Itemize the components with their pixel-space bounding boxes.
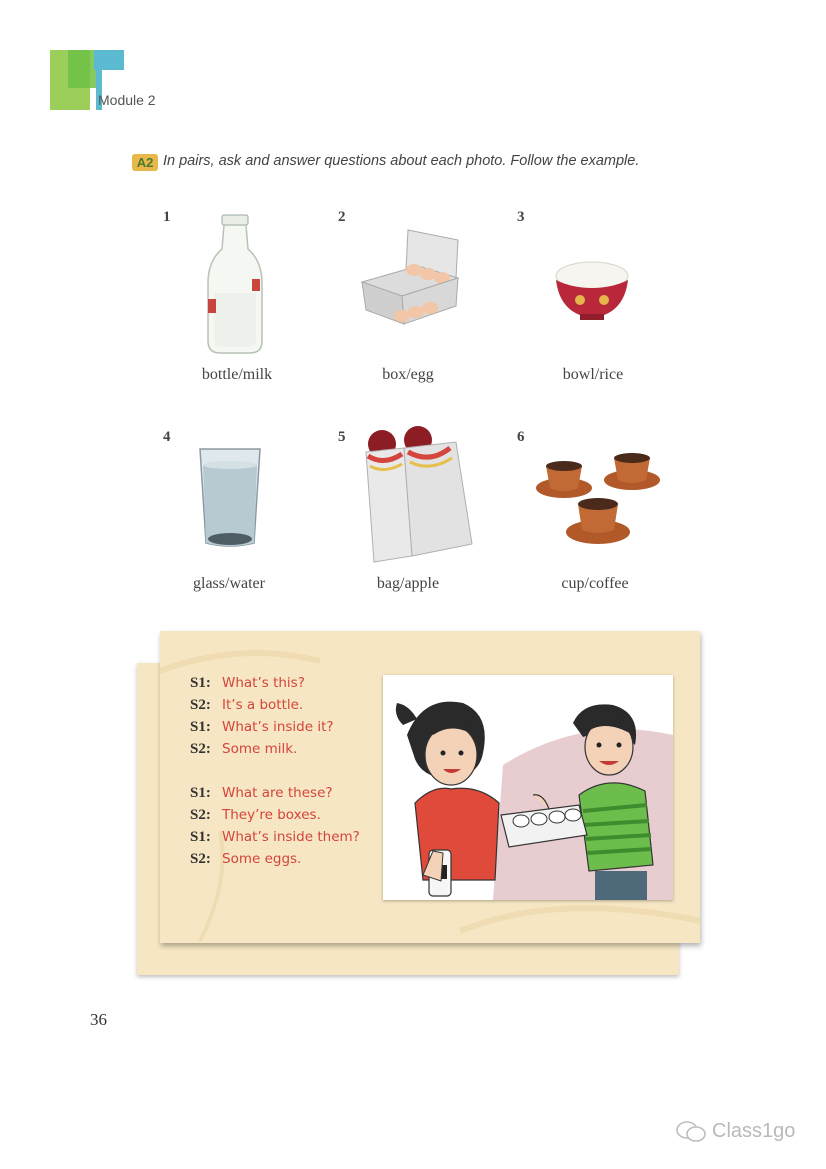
speaker: S2: — [190, 697, 211, 713]
dialogue-line — [190, 826, 360, 848]
speaker: S2: — [190, 807, 211, 823]
speaker: S1: — [190, 719, 211, 735]
activity-instruction: In pairs, ask and answer questions about each photo. Follow the example. — [163, 153, 640, 169]
dialogue-text: What are these? — [222, 785, 333, 801]
dialogue-text: It’s a bottle. — [222, 697, 304, 713]
dialogue-line — [190, 782, 360, 804]
dialogue-line — [190, 694, 360, 716]
dialogue-line — [190, 716, 360, 738]
dialogue-text: Some milk. — [222, 741, 298, 757]
dialogue-text: Some eggs. — [222, 851, 302, 867]
item-number: 1 — [163, 209, 171, 225]
speaker: S2: — [190, 851, 211, 867]
item-number: 5 — [338, 429, 346, 445]
activity-tag: A2 — [132, 154, 158, 171]
watermark — [676, 1120, 795, 1143]
item-caption: bottle/milk — [201, 366, 273, 383]
dialogue-line — [190, 804, 360, 826]
module-label: Module 2 — [98, 92, 156, 108]
rice-bowl-image — [552, 256, 632, 322]
dialogue-line — [190, 738, 360, 760]
item-caption: bowl/rice — [562, 366, 624, 383]
item-number: 6 — [517, 429, 525, 445]
apple-bags-image — [360, 426, 475, 566]
speaker: S1: — [190, 785, 211, 801]
watermark-text: Class1go — [712, 1120, 796, 1142]
speaker: S1: — [190, 675, 211, 691]
coffee-cups-image — [534, 448, 664, 552]
milk-bottle-image — [200, 213, 270, 356]
page-number: 36 — [90, 1010, 107, 1029]
chat-bubble-icon — [676, 1121, 706, 1143]
item-number: 2 — [338, 209, 346, 225]
dialogue-line — [190, 672, 360, 694]
item-caption: cup/coffee — [561, 575, 629, 592]
dialogue-line — [190, 848, 360, 870]
item-number: 4 — [163, 429, 171, 445]
water-glass-image — [196, 443, 264, 553]
dialogue-text: What’s inside it? — [222, 719, 334, 735]
cartoon-illustration — [383, 675, 673, 900]
item-number: 3 — [517, 209, 525, 225]
dialogue-text: What’s inside them? — [222, 829, 360, 845]
speaker: S2: — [190, 741, 211, 757]
dialogue-text: They’re boxes. — [222, 807, 321, 823]
item-caption: bag/apple — [376, 575, 440, 592]
dialogue-block — [190, 672, 360, 870]
egg-box-image — [358, 226, 464, 336]
dialogue-text: What’s this? — [222, 675, 305, 691]
speaker: S1: — [190, 829, 211, 845]
item-caption: glass/water — [193, 575, 265, 592]
item-caption: box/egg — [382, 366, 434, 383]
